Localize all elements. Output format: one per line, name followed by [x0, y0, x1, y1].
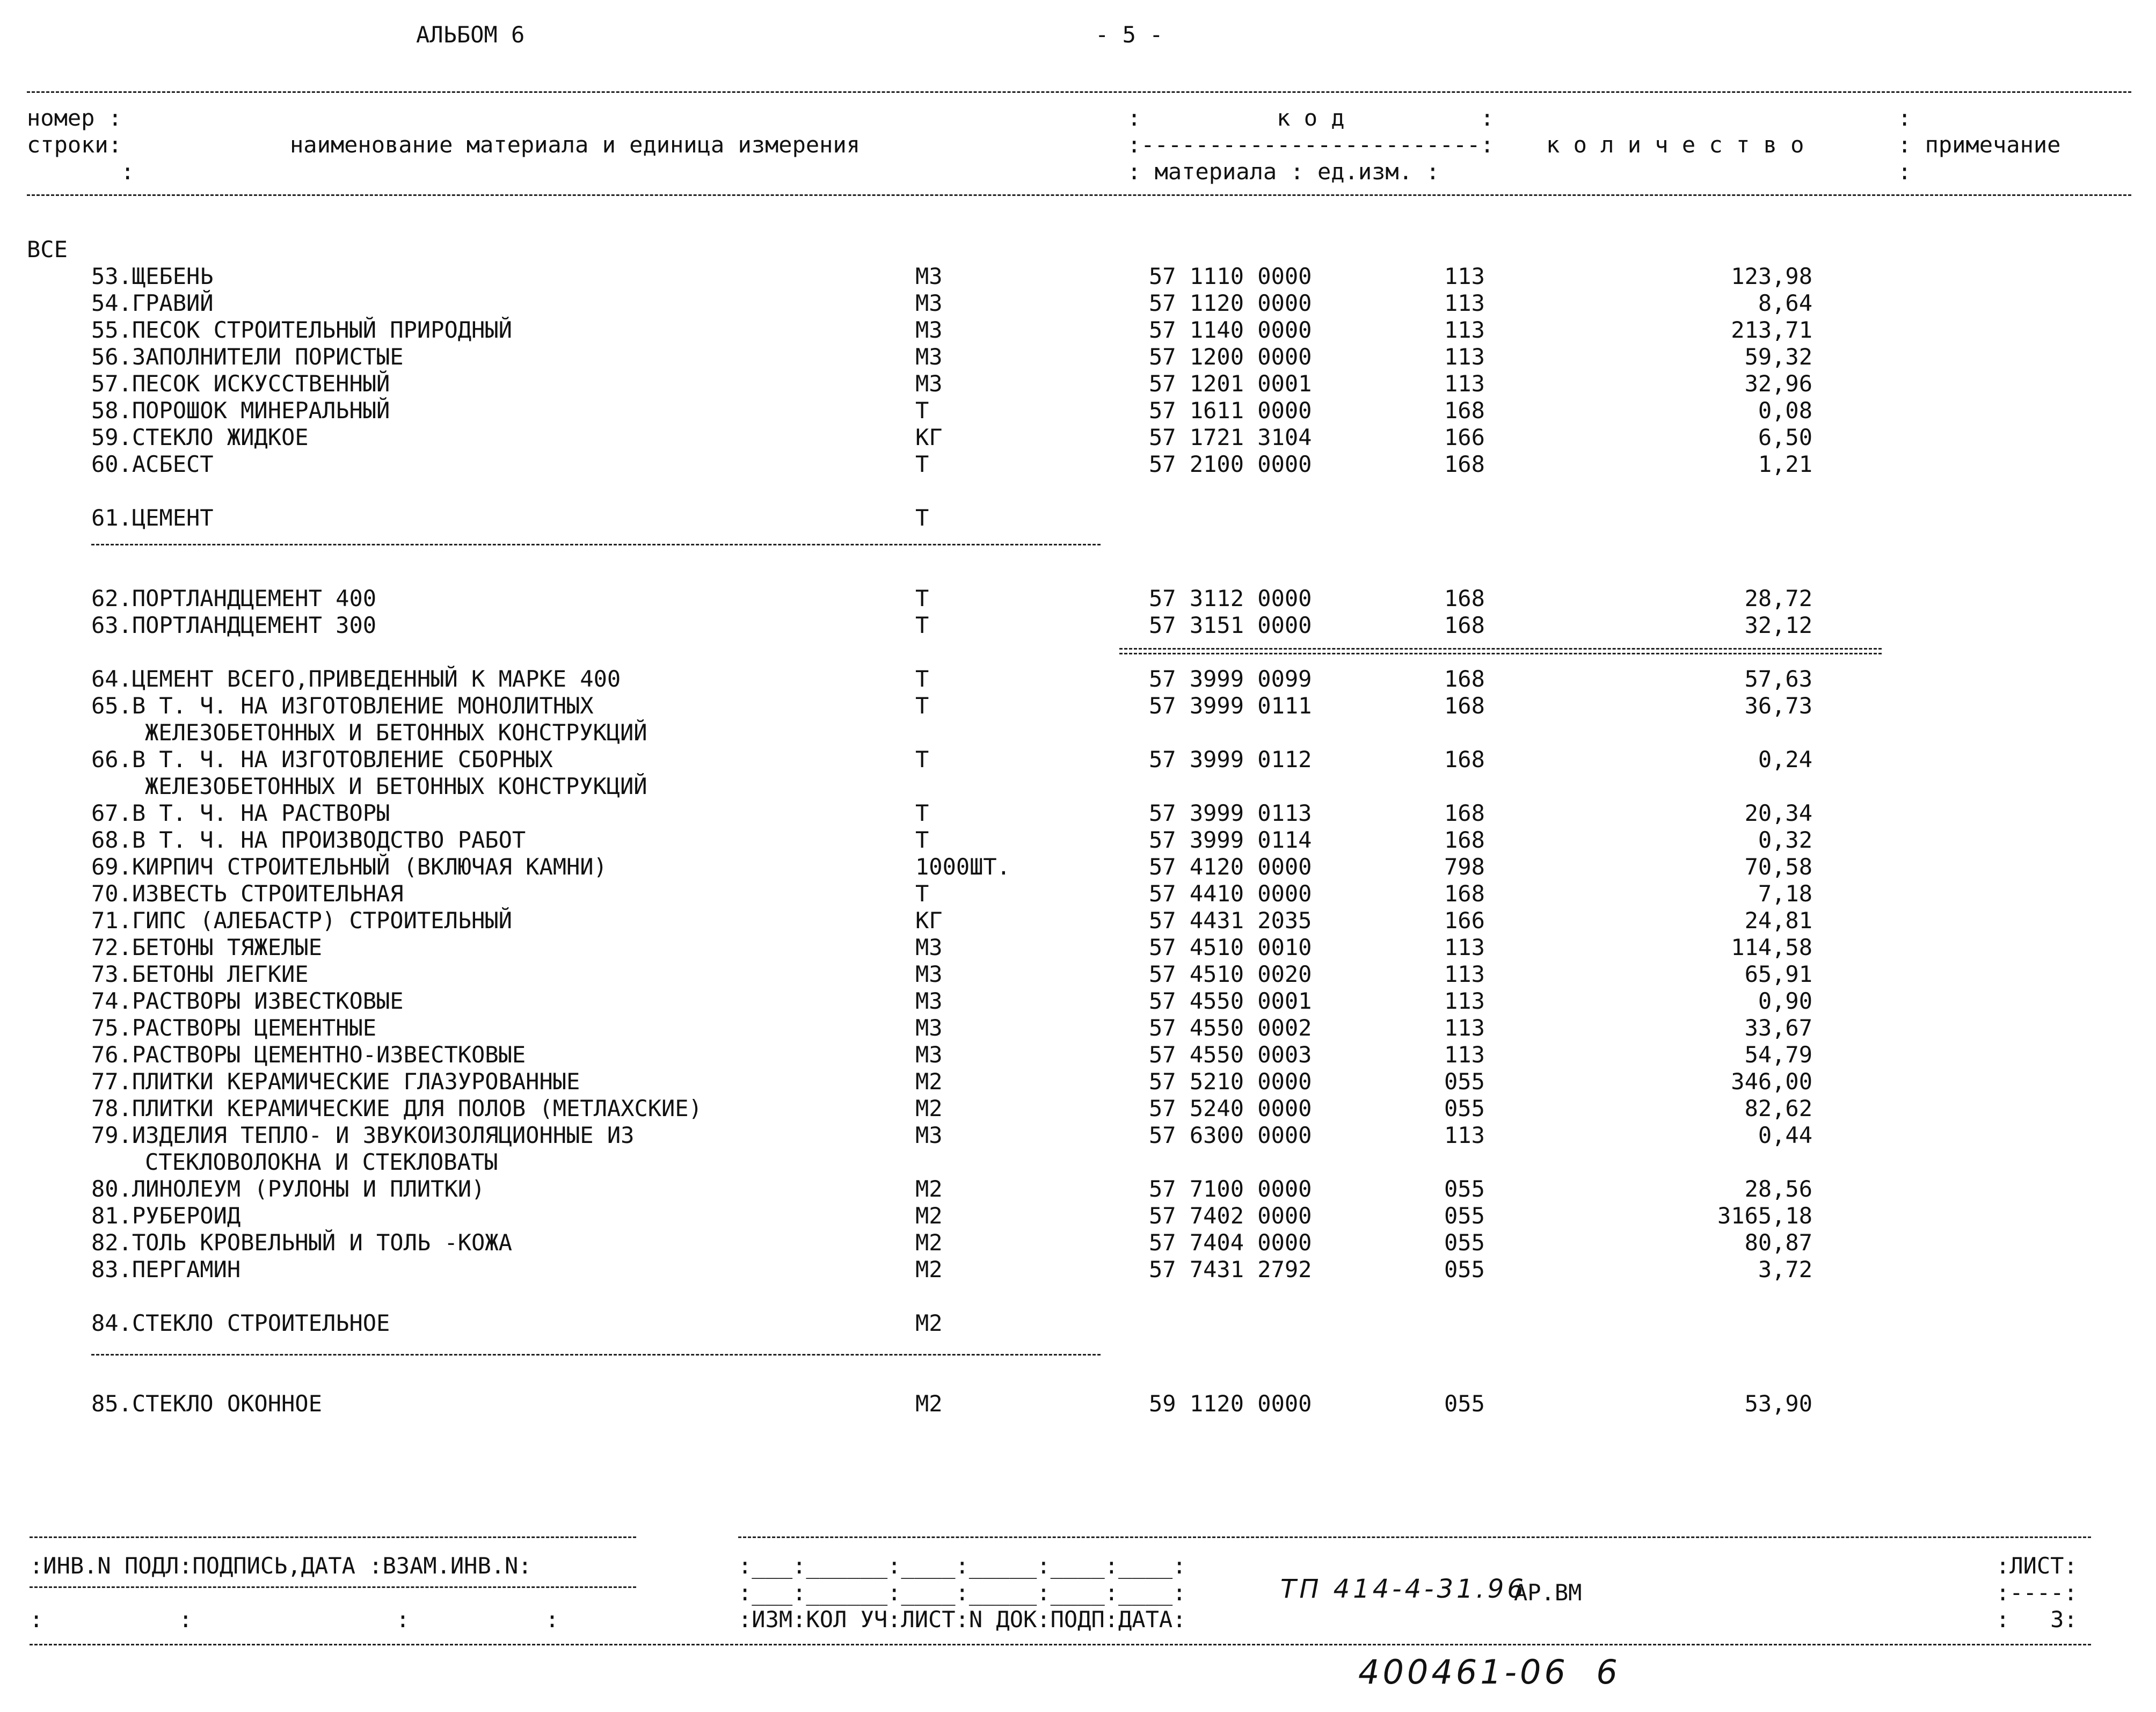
unit-code: 055 — [1444, 1068, 1485, 1095]
row-number: 58. — [91, 397, 132, 424]
footer-left-mid-rule — [30, 1586, 636, 1588]
row-number: 70. — [91, 880, 132, 907]
cement-group-rule — [91, 544, 1101, 545]
material-name — [91, 612, 376, 639]
footer-revision-row-1: :___:______:____:_____:____:____: — [738, 1553, 1186, 1579]
material-name — [91, 1068, 580, 1095]
document-code: ТП 414-4-31.96 — [1280, 1574, 1527, 1604]
material-code: 57 3112 0000 — [1149, 585, 1312, 611]
row-number: 79. — [91, 1122, 132, 1148]
unit-code: 168 — [1444, 693, 1485, 719]
quantity: 3165,18 — [1717, 1203, 1812, 1229]
material-name — [91, 424, 309, 451]
unit-code: 168 — [1444, 800, 1485, 826]
material-name-text: СТЕКЛО СТРОИТЕЛЬНОЕ — [132, 1310, 390, 1336]
unit-code: 113 — [1444, 263, 1485, 289]
quantity: 123,98 — [1731, 263, 1812, 289]
table-row — [0, 934, 2156, 961]
unit-of-measure: Т — [915, 451, 929, 477]
unit-code: 055 — [1444, 1229, 1485, 1256]
table-row — [0, 907, 2156, 934]
unit-of-measure: М3 — [915, 988, 943, 1014]
material-name — [91, 1310, 390, 1337]
row-number: 72. — [91, 934, 132, 960]
unit-of-measure: М2 — [915, 1390, 943, 1417]
unit-of-measure: Т — [915, 693, 929, 719]
material-name-text: РАСТВОРЫ ЦЕМЕНТНО-ИЗВЕСТКОВЫЕ — [132, 1041, 526, 1068]
unit-of-measure: М2 — [915, 1095, 943, 1121]
header-code-bottom: : материала : ед.изм. : — [1127, 158, 1440, 185]
material-name-text: СТЕКЛО ЖИДКОЕ — [132, 424, 309, 450]
material-name — [91, 666, 621, 693]
material-name-text: РАСТВОРЫ ЦЕМЕНТНЫЕ — [132, 1015, 377, 1041]
unit-code: 168 — [1444, 666, 1485, 692]
quantity: 346,00 — [1731, 1068, 1812, 1095]
material-code: 59 1120 0000 — [1149, 1390, 1312, 1417]
material-name-continuation: ЖЕЛЕЗОБЕТОННЫХ И БЕТОННЫХ КОНСТРУКЦИЙ — [145, 719, 647, 746]
footer-revision-labels: :ИЗМ:КОЛ УЧ:ЛИСТ:N ДОК:ПОДП:ДАТА: — [738, 1606, 1186, 1633]
unit-code: 168 — [1444, 827, 1485, 853]
material-code: 57 3151 0000 — [1149, 612, 1312, 638]
unit-code: 113 — [1444, 961, 1485, 987]
unit-code: 168 — [1444, 612, 1485, 638]
unit-of-measure: Т — [915, 880, 929, 907]
unit-of-measure: М2 — [915, 1176, 943, 1202]
material-name-text: В Т. Ч. НА ИЗГОТОВЛЕНИЕ СБОРНЫХ — [132, 746, 553, 773]
material-name — [91, 317, 512, 344]
unit-of-measure: М3 — [915, 317, 943, 343]
footer-revision-row-2: :___:______:____:_____:____:____: — [738, 1579, 1186, 1606]
quantity: 28,72 — [1744, 585, 1812, 611]
page-number: - 5 - — [1095, 21, 1163, 48]
material-name — [91, 1229, 512, 1256]
header-rowno-2: строки: — [27, 132, 122, 158]
unit-of-measure: М3 — [915, 934, 943, 960]
quantity: 54,79 — [1744, 1041, 1812, 1068]
sheet-label: :ЛИСТ: — [1996, 1553, 2078, 1579]
table-row — [0, 1176, 2156, 1203]
header-rowno-3: : — [121, 158, 135, 185]
quantity: 59,32 — [1744, 344, 1812, 370]
material-name-text: В Т. Ч. НА ПРОИЗВОДСТВО РАБОТ — [132, 827, 526, 853]
unit-code: 055 — [1444, 1095, 1485, 1121]
unit-of-measure: М2 — [915, 1068, 943, 1095]
material-code: 57 3999 0099 — [1149, 666, 1312, 692]
material-code: 57 4410 0000 — [1149, 880, 1312, 907]
material-name — [91, 693, 594, 719]
material-code: 57 3999 0114 — [1149, 827, 1312, 853]
row-number: 81. — [91, 1203, 132, 1229]
table-row — [0, 961, 2156, 988]
unit-of-measure: Т — [915, 612, 929, 638]
unit-code: 168 — [1444, 397, 1485, 424]
row-number: 82. — [91, 1229, 132, 1256]
row-number: 64. — [91, 666, 132, 692]
row-number: 61. — [91, 505, 132, 531]
material-name-text: ПОРТЛАНДЦЕМЕНТ 400 — [132, 585, 377, 611]
row-number: 54. — [91, 290, 132, 316]
material-name — [91, 934, 322, 961]
unit-code: 113 — [1444, 317, 1485, 343]
quantity: 114,58 — [1731, 934, 1812, 960]
album-label: АЛЬБОМ 6 — [416, 21, 525, 48]
row-number: 83. — [91, 1256, 132, 1283]
table-row — [0, 827, 2156, 854]
unit-code: 166 — [1444, 424, 1485, 450]
unit-code: 113 — [1444, 1122, 1485, 1148]
row-number: 85. — [91, 1390, 132, 1417]
row-number: 75. — [91, 1015, 132, 1041]
material-name-text: ГРАВИЙ — [132, 290, 214, 316]
material-name — [91, 1095, 702, 1122]
quantity: 36,73 — [1744, 693, 1812, 719]
document-suffix: АР.ВМ — [1514, 1579, 1582, 1606]
table-row — [0, 666, 2156, 693]
unit-code: 055 — [1444, 1203, 1485, 1229]
material-name — [91, 505, 214, 531]
unit-code: 168 — [1444, 880, 1485, 907]
material-name — [91, 1256, 241, 1283]
quantity: 3,72 — [1758, 1256, 1812, 1283]
row-number: 76. — [91, 1041, 132, 1068]
unit-of-measure: Т — [915, 666, 929, 692]
quantity: 82,62 — [1744, 1095, 1812, 1121]
material-name — [91, 988, 404, 1015]
quantity: 0,24 — [1758, 746, 1812, 773]
material-code: 57 1721 3104 — [1149, 424, 1312, 450]
quantity: 213,71 — [1731, 317, 1812, 343]
table-row — [0, 1068, 2156, 1095]
material-name-text: В Т. Ч. НА РАСТВОРЫ — [132, 800, 390, 826]
material-code: 57 4550 0001 — [1149, 988, 1312, 1014]
table-row — [0, 1015, 2156, 1041]
material-name-text: ЗАПОЛНИТЕЛИ ПОРИСТЫЕ — [132, 344, 404, 370]
quantity: 65,91 — [1744, 961, 1812, 987]
material-name-text: ПОРТЛАНДЦЕМЕНТ 300 — [132, 612, 377, 638]
material-name-text: ИЗВЕСТЬ СТРОИТЕЛЬНАЯ — [132, 880, 404, 907]
material-name — [91, 370, 390, 397]
material-code: 57 4120 0000 — [1149, 854, 1312, 880]
sheet-separator: :----: — [1996, 1579, 2078, 1606]
material-name — [91, 1015, 376, 1041]
unit-of-measure: КГ — [915, 424, 943, 450]
quantity: 24,81 — [1744, 907, 1812, 934]
unit-of-measure: М2 — [915, 1310, 943, 1336]
row-number: 62. — [91, 585, 132, 611]
row-number: 73. — [91, 961, 132, 987]
row-number: 55. — [91, 317, 132, 343]
material-name-text: РУБЕРОИД — [132, 1203, 241, 1229]
quantity: 33,67 — [1744, 1015, 1812, 1041]
material-name — [91, 1390, 322, 1417]
unit-code: 798 — [1444, 854, 1485, 880]
material-code: 57 2100 0000 — [1149, 451, 1312, 477]
row-number: 59. — [91, 424, 132, 450]
material-name — [91, 880, 404, 907]
material-code: 57 1140 0000 — [1149, 317, 1312, 343]
table-row — [0, 693, 2156, 719]
quantity: 7,18 — [1758, 880, 1812, 907]
row-number: 56. — [91, 344, 132, 370]
table-row — [0, 263, 2156, 290]
material-code: 57 7402 0000 — [1149, 1203, 1312, 1229]
quantity: 80,87 — [1744, 1229, 1812, 1256]
material-name — [91, 1041, 526, 1068]
material-code: 57 4510 0020 — [1149, 961, 1312, 987]
unit-of-measure: М3 — [915, 290, 943, 316]
header-note-sep-3: : — [1898, 158, 1912, 185]
quantity: 1,21 — [1758, 451, 1812, 477]
header-top-rule — [27, 91, 2131, 93]
quantity: 28,56 — [1744, 1176, 1812, 1202]
quantity: 0,32 — [1758, 827, 1812, 853]
row-number: 63. — [91, 612, 132, 638]
unit-code: 113 — [1444, 1015, 1485, 1041]
material-name — [91, 800, 390, 827]
material-name-text: ЦЕМЕНТ ВСЕГО,ПРИВЕДЕННЫЙ К МАРКЕ 400 — [132, 666, 621, 692]
table-row — [0, 290, 2156, 317]
material-name — [91, 263, 214, 290]
header-material-name: наименование материала и единица измерения — [290, 132, 861, 158]
row-number: 80. — [91, 1176, 132, 1202]
unit-of-measure: Т — [915, 505, 929, 531]
material-name-text: ПЕРГАМИН — [132, 1256, 241, 1283]
material-name-text: СТЕКЛО ОКОННОЕ — [132, 1390, 322, 1417]
unit-of-measure: М3 — [915, 1122, 943, 1148]
row-number: 53. — [91, 263, 132, 289]
header-note-sep-1: : — [1898, 105, 1912, 131]
table-row — [0, 370, 2156, 397]
footer-right-top-rule — [738, 1536, 2091, 1538]
material-name — [91, 397, 390, 424]
material-name-text: ПОРОШОК МИНЕРАЛЬНЫЙ — [132, 397, 390, 424]
material-name — [91, 827, 526, 854]
quantity: 32,12 — [1744, 612, 1812, 638]
material-name — [91, 1176, 485, 1203]
section-label: ВСЕ — [27, 236, 68, 263]
material-code: 57 3999 0112 — [1149, 746, 1312, 773]
header-bottom-rule — [27, 194, 2131, 196]
unit-of-measure: М3 — [915, 1015, 943, 1041]
header-code-top: : к о д : — [1127, 105, 1494, 131]
quantity: 6,50 — [1758, 424, 1812, 450]
unit-code: 113 — [1444, 934, 1485, 960]
footer-inventory-labels: :ИНВ.N ПОДЛ:ПОДПИСЬ,ДАТА :ВЗАМ.ИНВ.N: — [30, 1553, 532, 1579]
material-name — [91, 344, 404, 370]
unit-code: 055 — [1444, 1390, 1485, 1417]
unit-code: 113 — [1444, 1041, 1485, 1068]
material-code: 57 1110 0000 — [1149, 263, 1312, 289]
unit-of-measure: 1000ШТ. — [915, 854, 1011, 880]
unit-code: 168 — [1444, 746, 1485, 773]
material-code: 57 5210 0000 — [1149, 1068, 1312, 1095]
unit-of-measure: Т — [915, 746, 929, 773]
table-row — [0, 1122, 2156, 1149]
material-code: 57 1200 0000 — [1149, 344, 1312, 370]
unit-code: 113 — [1444, 988, 1485, 1014]
material-name — [91, 1203, 241, 1229]
table-row — [0, 397, 2156, 424]
unit-of-measure: Т — [915, 827, 929, 853]
quantity: 53,90 — [1744, 1390, 1812, 1417]
material-name — [91, 907, 512, 934]
table-row — [0, 451, 2156, 478]
unit-code: 168 — [1444, 451, 1485, 477]
quantity: 20,34 — [1744, 800, 1812, 826]
material-code: 57 5240 0000 — [1149, 1095, 1312, 1121]
material-code: 57 1201 0001 — [1149, 370, 1312, 397]
material-name — [91, 290, 214, 317]
table-row — [0, 585, 2156, 612]
material-code: 57 7404 0000 — [1149, 1229, 1312, 1256]
material-name-text: В Т. Ч. НА ИЗГОТОВЛЕНИЕ МОНОЛИТНЫХ — [132, 693, 594, 719]
material-name-text: БЕТОНЫ ТЯЖЕЛЫЕ — [132, 934, 322, 960]
sheet-number: : 3: — [1996, 1606, 2078, 1633]
material-name — [91, 746, 553, 773]
row-number: 67. — [91, 800, 132, 826]
material-code: 57 4550 0002 — [1149, 1015, 1312, 1041]
material-name-text: ЛИНОЛЕУМ (РУЛОНЫ И ПЛИТКИ) — [132, 1176, 485, 1202]
footer-left-top-rule — [30, 1536, 636, 1538]
material-name — [91, 585, 376, 612]
unit-of-measure: М3 — [915, 263, 943, 289]
material-name-text: ИЗДЕЛИЯ ТЕПЛО- И ЗВУКОИЗОЛЯЦИОННЫЕ ИЗ — [132, 1122, 635, 1148]
material-name-text: ТОЛЬ КРОВЕЛЬНЫЙ И ТОЛЬ -КОЖА — [132, 1229, 512, 1256]
table-row — [0, 424, 2156, 451]
unit-of-measure: М2 — [915, 1229, 943, 1256]
unit-code: 113 — [1444, 370, 1485, 397]
row-number: 84. — [91, 1310, 132, 1336]
unit-of-measure: Т — [915, 397, 929, 424]
header-rowno-1: номер : — [27, 105, 122, 131]
unit-of-measure: Т — [915, 585, 929, 611]
table-row — [0, 1203, 2156, 1229]
handwritten-archive-number: 400461-06 6 — [1358, 1652, 1621, 1692]
quantity: 0,90 — [1758, 988, 1812, 1014]
material-code: 57 1120 0000 — [1149, 290, 1312, 316]
quantity: 0,44 — [1758, 1122, 1812, 1148]
table-row — [0, 988, 2156, 1015]
unit-of-measure: М3 — [915, 344, 943, 370]
header-quantity: к о л и ч е с т в о — [1546, 132, 1804, 158]
row-number: 69. — [91, 854, 132, 880]
quantity: 32,96 — [1744, 370, 1812, 397]
quantity: 70,58 — [1744, 854, 1812, 880]
table-row — [0, 1229, 2156, 1256]
unit-code: 055 — [1444, 1176, 1485, 1202]
material-name — [91, 1122, 634, 1149]
material-name-continuation: СТЕКЛОВОЛОКНА И СТЕКЛОВАТЫ — [145, 1149, 498, 1175]
material-code: 57 7100 0000 — [1149, 1176, 1312, 1202]
table-row — [0, 854, 2156, 880]
table-row — [0, 1310, 2156, 1337]
material-name-text: ПЛИТКИ КЕРАМИЧЕСКИЕ ДЛЯ ПОЛОВ (МЕТЛАХСКИЕ) — [132, 1095, 702, 1121]
row-number: 68. — [91, 827, 132, 853]
material-name-text: ПЕСОК СТРОИТЕЛЬНЫЙ ПРИРОДНЫЙ — [132, 317, 512, 343]
unit-of-measure: М3 — [915, 1041, 943, 1068]
material-name-text: РАСТВОРЫ ИЗВЕСТКОВЫЕ — [132, 988, 404, 1014]
material-code: 57 3999 0113 — [1149, 800, 1312, 826]
table-row — [0, 1095, 2156, 1122]
table-row — [0, 800, 2156, 827]
material-name-text: ГИПС (АЛЕБАСТР) СТРОИТЕЛЬНЫЙ — [132, 907, 512, 934]
material-name-continuation: ЖЕЛЕЗОБЕТОННЫХ И БЕТОННЫХ КОНСТРУКЦИЙ — [145, 773, 647, 799]
material-name-text: ПЕСОК ИСКУССТВЕННЫЙ — [132, 370, 390, 397]
table-row — [0, 344, 2156, 370]
material-code: 57 4510 0010 — [1149, 934, 1312, 960]
material-code: 57 6300 0000 — [1149, 1122, 1312, 1148]
material-name-text: АСБЕСТ — [132, 451, 214, 477]
material-name — [91, 854, 607, 880]
cement-total-double-rule — [1119, 648, 1882, 654]
unit-of-measure: М3 — [915, 370, 943, 397]
material-code: 57 3999 0111 — [1149, 693, 1312, 719]
material-name-text: БЕТОНЫ ЛЕГКИЕ — [132, 961, 309, 987]
material-code: 57 4431 2035 — [1149, 907, 1312, 934]
table-row — [0, 1041, 2156, 1068]
material-name-text: ЦЕМЕНТ — [132, 505, 214, 531]
row-number: 60. — [91, 451, 132, 477]
material-code: 57 7431 2792 — [1149, 1256, 1312, 1283]
unit-of-measure: М3 — [915, 961, 943, 987]
glass-group-rule — [91, 1354, 1101, 1356]
table-row — [0, 1256, 2156, 1283]
quantity: 0,08 — [1758, 397, 1812, 424]
table-row — [0, 746, 2156, 773]
material-name — [91, 961, 309, 988]
row-number: 57. — [91, 370, 132, 397]
unit-code: 113 — [1444, 290, 1485, 316]
row-number: 78. — [91, 1095, 132, 1121]
row-number: 74. — [91, 988, 132, 1014]
footer-bottom-rule — [30, 1644, 2091, 1645]
unit-code: 168 — [1444, 585, 1485, 611]
material-name-text: КИРПИЧ СТРОИТЕЛЬНЫЙ (ВКЛЮЧАЯ КАМНИ) — [132, 854, 607, 880]
material-name-text: ПЛИТКИ КЕРАМИЧЕСКИЕ ГЛАЗУРОВАННЫЕ — [132, 1068, 580, 1095]
unit-of-measure: КГ — [915, 907, 943, 934]
material-name — [91, 451, 214, 478]
table-row — [0, 612, 2156, 639]
table-row — [0, 880, 2156, 907]
table-row — [0, 317, 2156, 344]
material-code: 57 1611 0000 — [1149, 397, 1312, 424]
table-row — [0, 505, 2156, 531]
row-number: 65. — [91, 693, 132, 719]
material-name-text: ЩЕБЕНЬ — [132, 263, 214, 289]
header-note: : примечание — [1898, 132, 2061, 158]
unit-of-measure: М2 — [915, 1256, 943, 1283]
footer-inventory-cells: : : : : — [30, 1606, 559, 1633]
unit-code: 166 — [1444, 907, 1485, 934]
unit-of-measure: М2 — [915, 1203, 943, 1229]
row-number: 77. — [91, 1068, 132, 1095]
unit-code: 055 — [1444, 1256, 1485, 1283]
header-code-mid: :-------------------------: — [1127, 132, 1494, 158]
unit-code: 113 — [1444, 344, 1485, 370]
unit-of-measure: Т — [915, 800, 929, 826]
row-number: 66. — [91, 746, 132, 773]
table-row — [0, 1390, 2156, 1417]
quantity: 8,64 — [1758, 290, 1812, 316]
material-code: 57 4550 0003 — [1149, 1041, 1312, 1068]
quantity: 57,63 — [1744, 666, 1812, 692]
row-number: 71. — [91, 907, 132, 934]
